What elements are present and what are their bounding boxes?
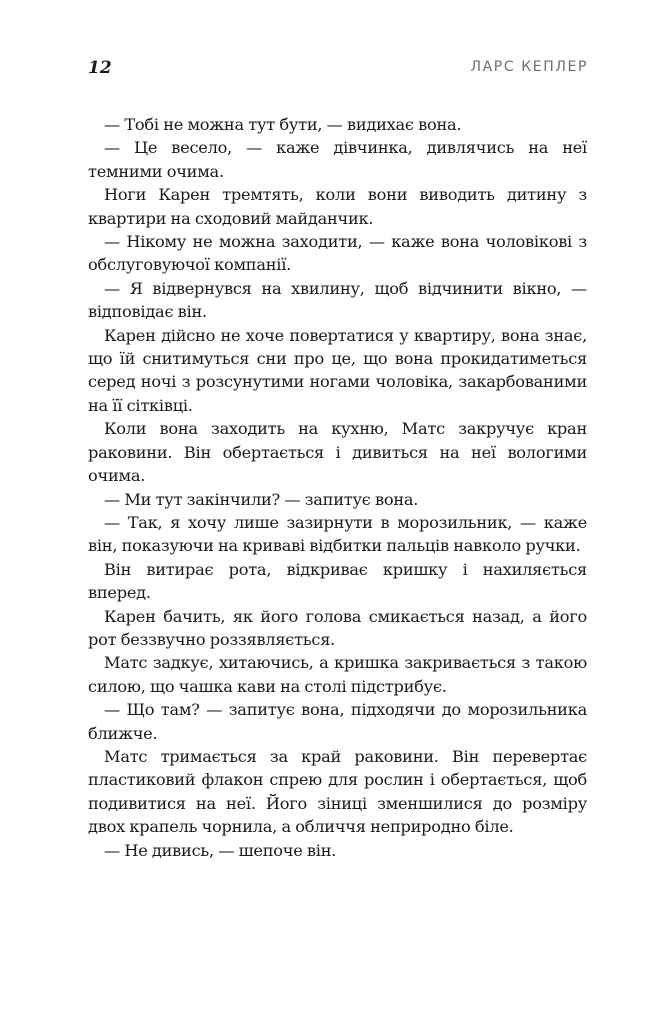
paragraph: Матс задкує, хитаючись, а кришка закривається з такою силою, що чашка кави на столі підстрибує. <box>88 653 587 696</box>
paragraph: Карен дійсно не хоче повертатися у квартиру, вона знає, що їй снитимуться сни про це, що вона прокидатиметься серед ночі з розсунутими ногами чоловіка, закарбованими на її сітківці. <box>88 325 587 415</box>
paragraph: — Нікому не можна заходити, — каже вона чоловікові з обслуговуючої компанії. <box>88 232 587 275</box>
paragraph: Матс тримається за край раковини. Він перевертає пластиковий флакон спрею для рослин і обертається, щоб подивитися на неї. Його зіниці зменшилися до розміру двох крапель чорнила, а обличчя неприродно біле. <box>88 746 587 837</box>
paragraph: — Не дивись, — шепоче він. <box>104 840 337 860</box>
page-header <box>88 58 588 82</box>
paragraph: — Так, я хочу лише зазирнути в морозильник, — каже він, показуючи на криваві відбитки пальців навколо ручки. <box>88 512 587 556</box>
paragraph: Ноги Карен тремтять, коли вони виводить дитину з квартири на сходовий майданчик. <box>88 185 587 228</box>
paragraph: Він витирає рота, відкриває кришку і нахиляється вперед. <box>88 559 587 603</box>
body-text <box>88 113 587 862</box>
paragraph: — Тобі не можна тут бути, — видихає вона. <box>104 115 462 134</box>
paragraph: — Що там? — запитує вона, підходячи до морозильника ближче. <box>88 700 587 743</box>
page-number: 12 <box>88 58 112 78</box>
paragraph: — Ми тут закінчили? — запитує вона. <box>104 489 419 509</box>
paragraph: Коли вона заходить на кухню, Матс закручує кран раковини. Він обертається і дивиться на неї вологими очима. <box>88 419 587 486</box>
running-head: ЛАРС КЕПЛЕР <box>470 59 588 75</box>
paragraph: — Я відвернувся на хвилину, щоб відчинити вікно, — відповідає він. <box>88 278 587 322</box>
paragraph: — Це весело, — каже дівчинка, дивлячись на неї темними очима. <box>88 138 587 181</box>
paragraph: Карен бачить, як його голова смикається назад, а його рот беззвучно роззявляється. <box>88 606 587 649</box>
